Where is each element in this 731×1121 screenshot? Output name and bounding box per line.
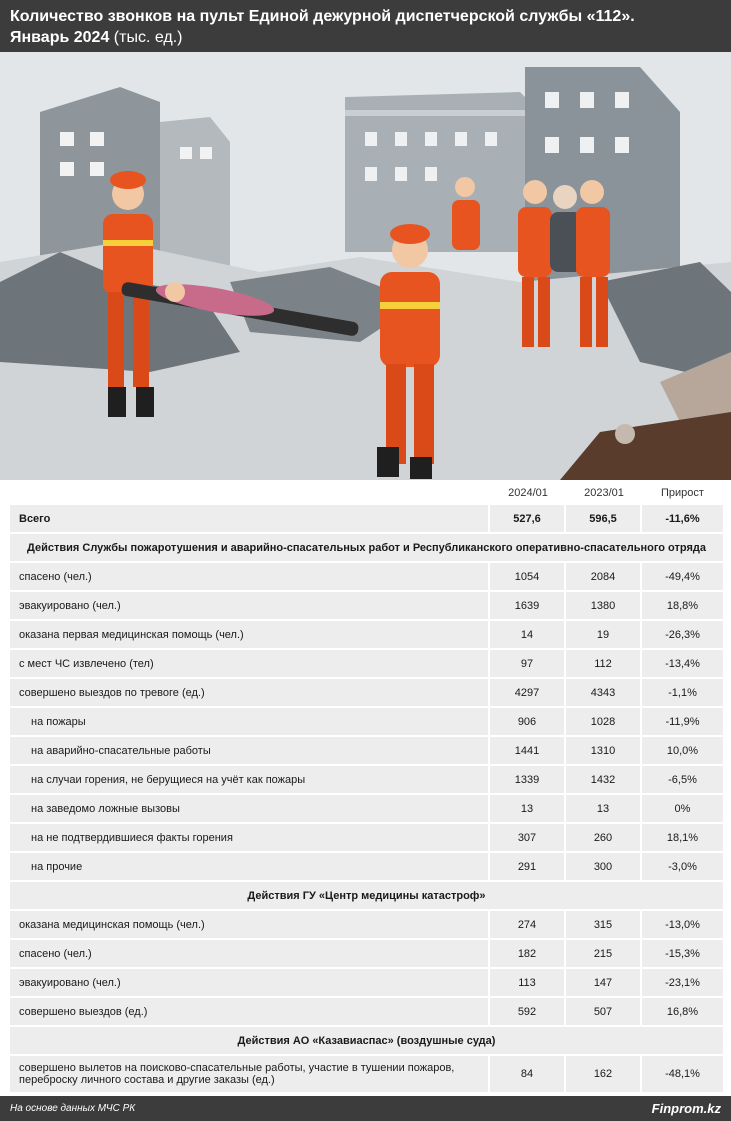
row-label: на прочие bbox=[10, 853, 490, 882]
value-2024: 1339 bbox=[490, 766, 566, 795]
value-2024: 13 bbox=[490, 795, 566, 824]
row-label: спасено (чел.) bbox=[10, 563, 490, 592]
row-label-line-1: совершено вылетов на поисково-спасательные работы, участие в тушении пожаров, bbox=[19, 1062, 455, 1074]
column-header-2024: 2024/01 bbox=[508, 486, 548, 499]
value-2023: 1310 bbox=[566, 737, 642, 766]
value-2023: 1432 bbox=[566, 766, 642, 795]
value-2023: 507 bbox=[566, 998, 642, 1027]
row-label: эвакуировано (чел.) bbox=[10, 969, 490, 998]
table-row bbox=[10, 650, 723, 679]
value-2023: 13 bbox=[566, 795, 642, 824]
table-row bbox=[10, 940, 723, 969]
value-growth: -15,3% bbox=[642, 940, 723, 969]
row-label: на заведомо ложные вызовы bbox=[10, 795, 490, 824]
value-2023: 1380 bbox=[566, 592, 642, 621]
value-2024: 4297 bbox=[490, 679, 566, 708]
value-2023: 2084 bbox=[566, 563, 642, 592]
column-header-2023: 2023/01 bbox=[584, 486, 624, 499]
table-row bbox=[10, 795, 723, 824]
value-2024: 84 bbox=[490, 1056, 566, 1094]
section-header-disaster-medicine bbox=[10, 882, 723, 911]
value-2023: 315 bbox=[566, 911, 642, 940]
table-row bbox=[10, 824, 723, 853]
row-label: оказана первая медицинская помощь (чел.) bbox=[10, 621, 490, 650]
value-2024: 592 bbox=[490, 998, 566, 1027]
value-2024: 97 bbox=[490, 650, 566, 679]
value-2024: 113 bbox=[490, 969, 566, 998]
data-table bbox=[0, 480, 731, 1094]
row-label: на не подтвердившиеся факты горения bbox=[10, 824, 490, 853]
row-label: эвакуировано (чел.) bbox=[10, 592, 490, 621]
value-2023: 215 bbox=[566, 940, 642, 969]
table-row bbox=[10, 592, 723, 621]
section-header-fire-service bbox=[10, 534, 723, 563]
section-title: Действия АО «Казавиаспас» (воздушные суда) bbox=[10, 1027, 723, 1056]
row-label: спасено (чел.) bbox=[10, 940, 490, 969]
value-growth: -13,4% bbox=[642, 650, 723, 679]
table-row bbox=[10, 853, 723, 882]
column-headers bbox=[10, 480, 723, 505]
value-2024: 307 bbox=[490, 824, 566, 853]
value-growth: -11,9% bbox=[642, 708, 723, 737]
row-label: совершено выездов по тревоге (ед.) bbox=[10, 679, 490, 708]
value-growth: -49,4% bbox=[642, 563, 723, 592]
section-header-kazaviaspas bbox=[10, 1027, 723, 1056]
section-title: Действия Службы пожаротушения и аварийно-спасательных работ и Республиканского оперативно-спасательного отряда bbox=[10, 534, 723, 563]
row-label: совершено выездов (ед.) bbox=[10, 998, 490, 1027]
value-2024: 291 bbox=[490, 853, 566, 882]
chart-header bbox=[0, 0, 731, 52]
table-row bbox=[10, 679, 723, 708]
value-growth: 10,0% bbox=[642, 737, 723, 766]
value-growth: 16,8% bbox=[642, 998, 723, 1027]
row-label: на пожары bbox=[10, 708, 490, 737]
title-unit: (тыс. ед.) bbox=[113, 29, 183, 46]
row-label-line-2: переброску личного состава и другие заказы (ед.) bbox=[19, 1074, 275, 1086]
value-growth: -13,0% bbox=[642, 911, 723, 940]
value-growth: -48,1% bbox=[642, 1056, 723, 1094]
source-note: На основе данных МЧС РК bbox=[10, 1103, 136, 1114]
value-growth: 18,1% bbox=[642, 824, 723, 853]
row-label: оказана медицинская помощь (чел.) bbox=[10, 911, 490, 940]
row-label bbox=[10, 1056, 490, 1094]
value-2024: 182 bbox=[490, 940, 566, 969]
value-growth: -11,6% bbox=[642, 505, 723, 534]
value-2024: 906 bbox=[490, 708, 566, 737]
value-2023: 260 bbox=[566, 824, 642, 853]
table-row bbox=[10, 998, 723, 1027]
rescue-illustration bbox=[0, 52, 731, 480]
row-label: с мест ЧС извлечено (тел) bbox=[10, 650, 490, 679]
table-row bbox=[10, 737, 723, 766]
value-2023: 162 bbox=[566, 1056, 642, 1094]
column-header-growth: Прирост bbox=[661, 486, 704, 499]
brand-logo-text[interactable]: Finprom.kz bbox=[651, 1101, 721, 1116]
value-2023: 300 bbox=[566, 853, 642, 882]
title-line-1: Количество звонков на пульт Единой дежурной диспетчерской службы «112». bbox=[10, 8, 635, 25]
title-period: Январь 2024 bbox=[10, 29, 110, 46]
value-2024: 527,6 bbox=[490, 505, 566, 534]
table-row bbox=[10, 766, 723, 795]
value-growth: -3,0% bbox=[642, 853, 723, 882]
table-row bbox=[10, 1056, 723, 1094]
value-growth: 18,8% bbox=[642, 592, 723, 621]
value-growth: -6,5% bbox=[642, 766, 723, 795]
value-growth: 0% bbox=[642, 795, 723, 824]
table-row bbox=[10, 969, 723, 998]
value-2023: 596,5 bbox=[566, 505, 642, 534]
value-2023: 1028 bbox=[566, 708, 642, 737]
value-growth: -1,1% bbox=[642, 679, 723, 708]
value-2023: 147 bbox=[566, 969, 642, 998]
row-label: Всего bbox=[10, 505, 490, 534]
row-label: на случаи горения, не берущиеся на учёт как пожары bbox=[10, 766, 490, 795]
value-2024: 1441 bbox=[490, 737, 566, 766]
value-growth: -23,1% bbox=[642, 969, 723, 998]
value-2024: 1054 bbox=[490, 563, 566, 592]
value-2023: 4343 bbox=[566, 679, 642, 708]
value-growth: -26,3% bbox=[642, 621, 723, 650]
value-2024: 14 bbox=[490, 621, 566, 650]
table-row bbox=[10, 621, 723, 650]
value-2024: 274 bbox=[490, 911, 566, 940]
footer-bar bbox=[0, 1096, 731, 1121]
value-2023: 112 bbox=[566, 650, 642, 679]
table-row bbox=[10, 708, 723, 737]
section-title: Действия ГУ «Центр медицины катастроф» bbox=[10, 882, 723, 911]
row-label: на аварийно-спасательные работы bbox=[10, 737, 490, 766]
table-row bbox=[10, 911, 723, 940]
table-row-total bbox=[10, 505, 723, 534]
building-center bbox=[345, 92, 540, 252]
value-2024: 1639 bbox=[490, 592, 566, 621]
value-2023: 19 bbox=[566, 621, 642, 650]
table-row bbox=[10, 563, 723, 592]
